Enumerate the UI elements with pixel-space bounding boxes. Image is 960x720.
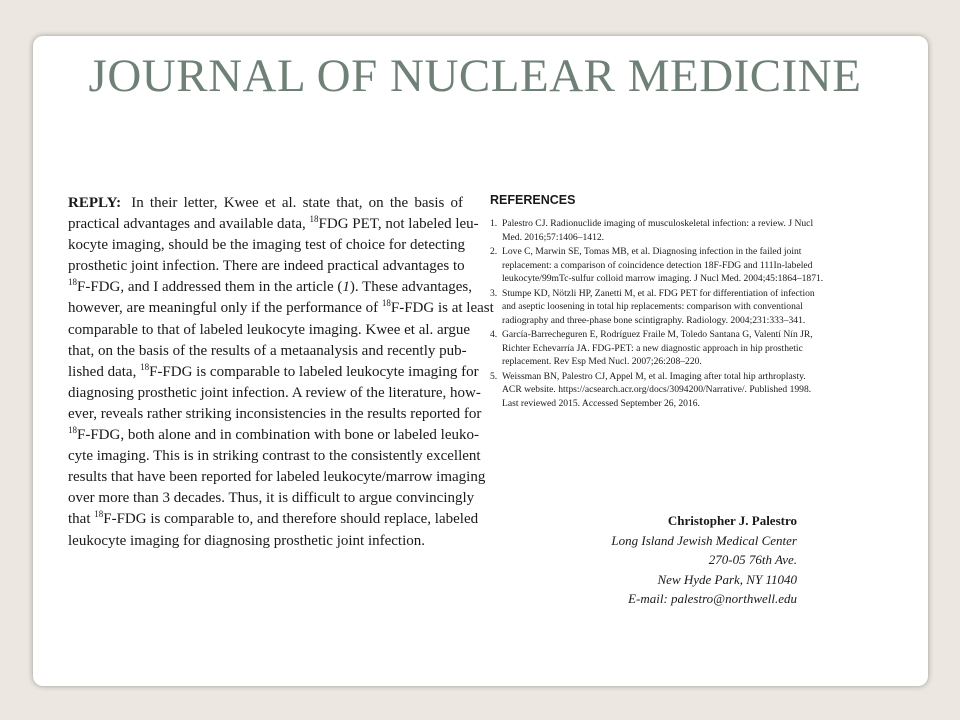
- reply-line: leukocyte imaging for diagnosing prosthetic joint infection.: [68, 532, 426, 549]
- reference-line: García-Barrecheguren E, Rodríguez Fraile M, Toledo Santana G, Valentí Nín JR,: [502, 329, 813, 340]
- reference-list: [490, 217, 824, 410]
- reply-line: prosthetic joint infection. There are indeed practical advantages to: [68, 258, 465, 275]
- reply-line: REPLY: In their letter, Kwee et al. state that, on the basis of: [68, 195, 463, 211]
- reference-item: [490, 328, 813, 369]
- reply-line: $^{18}$F-FDG, both alone and in combination with bone or labeled leuko-: [68, 425, 480, 444]
- reference-line: Richter Echevarría JA. FDG-PET: a new diagnostic approach in hip prosthetic: [502, 342, 803, 354]
- reference-line: replacement. Rev Esp Med Nucl. 2007;26:208–220.: [502, 356, 702, 367]
- reference-line: Weissman BN, Palestro CJ, Appel M, et al. Imaging after total hip arthroplasty.: [502, 370, 806, 382]
- author-address: 270-05 76th Ave.: [708, 552, 797, 567]
- references-heading: REFERENCES: [490, 193, 576, 207]
- reference-number: 5.: [490, 370, 498, 382]
- reply-line: over more than 3 decades. Thus, it is difficult to argue convincingly: [68, 490, 475, 507]
- reply-line: that, on the basis of the results of a metaanalysis and recently pub-: [68, 342, 467, 359]
- reference-line: Palestro CJ. Radionuclide imaging of musculoskeletal infection: a review. J Nucl: [502, 218, 814, 229]
- reference-number: 3.: [490, 287, 498, 299]
- reply-line: ever, reveals rather striking inconsistencies in the results reported for: [68, 405, 482, 422]
- reply-line: kocyte imaging, should be the imaging test of choice for detecting: [68, 237, 465, 254]
- author-email: E-mail: palestro@northwell.edu: [628, 591, 797, 606]
- reply-line: that $^{18}$F-FDG is comparable to, and therefore should replace, labeled: [68, 509, 479, 528]
- reply-label: REPLY:: [68, 195, 122, 211]
- reference-line: ACR website. https://acsearch.acr.org/docs/3094200/Narrative/. Published 1998.: [502, 384, 812, 395]
- reply-line: practical advantages and available data, $^{18}$FDG PET, not labeled leu-: [68, 214, 479, 233]
- reference-line: and aseptic loosening in total hip replacements: comparison with conventional: [502, 301, 803, 312]
- reply-line: lished data, $^{18}$F-FDG is comparable to labeled leukocyte imaging for: [68, 361, 479, 380]
- reference-number: 2.: [490, 246, 498, 257]
- reference-line: replacement: a comparison of coincidence detection 18F-FDG and 111In-labeled: [502, 259, 813, 271]
- reply-line: comparable to that of labeled leukocyte imaging. Kwee et al. argue: [68, 321, 471, 338]
- signature-block: [490, 511, 797, 609]
- reference-item: [490, 370, 810, 411]
- page-title: JOURNAL OF NUCLEAR MEDICINE: [88, 50, 862, 102]
- reply-line: however, are meaningful only if the performance of $^{18}$F-FDG is at least: [68, 298, 494, 317]
- reply-line: results that have been reported for labeled leukocyte/marrow imaging: [68, 469, 486, 486]
- reference-line: leukocyte/99mTc-sulfur colloid marrow imaging. J Nucl Med. 2004;45:1864–1871.: [502, 273, 824, 284]
- reference-line: Med. 2016;57:1406–1412.: [502, 231, 605, 243]
- author-affiliation: Long Island Jewish Medical Center: [611, 532, 797, 548]
- reply-line: $^{18}$F-FDG, and I addressed them in the article (1). These advantages,: [68, 277, 473, 296]
- reference-number: 1.: [490, 218, 498, 229]
- reference-item: [490, 245, 824, 286]
- reference-line: radiography and three-phase bone scintigraphy. Radiology. 2004;231:333–341.: [502, 314, 806, 326]
- reference-line: Love C, Marwin SE, Tomas MB, et al. Diagnosing infection in the failed joint: [502, 246, 802, 257]
- reference-line: Stumpe KD, Nötzli HP, Zanetti M, et al. FDG PET for differentiation of infection: [502, 287, 815, 299]
- reference-line: Last reviewed 2015. Accessed September 26, 2016.: [502, 397, 700, 409]
- reference-item: [490, 217, 814, 244]
- author-city: New Hyde Park, NY 11040: [657, 571, 797, 587]
- references-section: [490, 193, 824, 411]
- author-name: Christopher J. Palestro: [667, 513, 797, 528]
- reference-number: 4.: [490, 329, 498, 340]
- reply-line: cyte imaging. This is in striking contrast to the consistently excellent: [68, 448, 481, 465]
- reply-letter: [68, 193, 494, 552]
- reply-line: diagnosing prosthetic joint infection. A review of the literature, how-: [68, 384, 481, 401]
- reference-item: [490, 287, 815, 328]
